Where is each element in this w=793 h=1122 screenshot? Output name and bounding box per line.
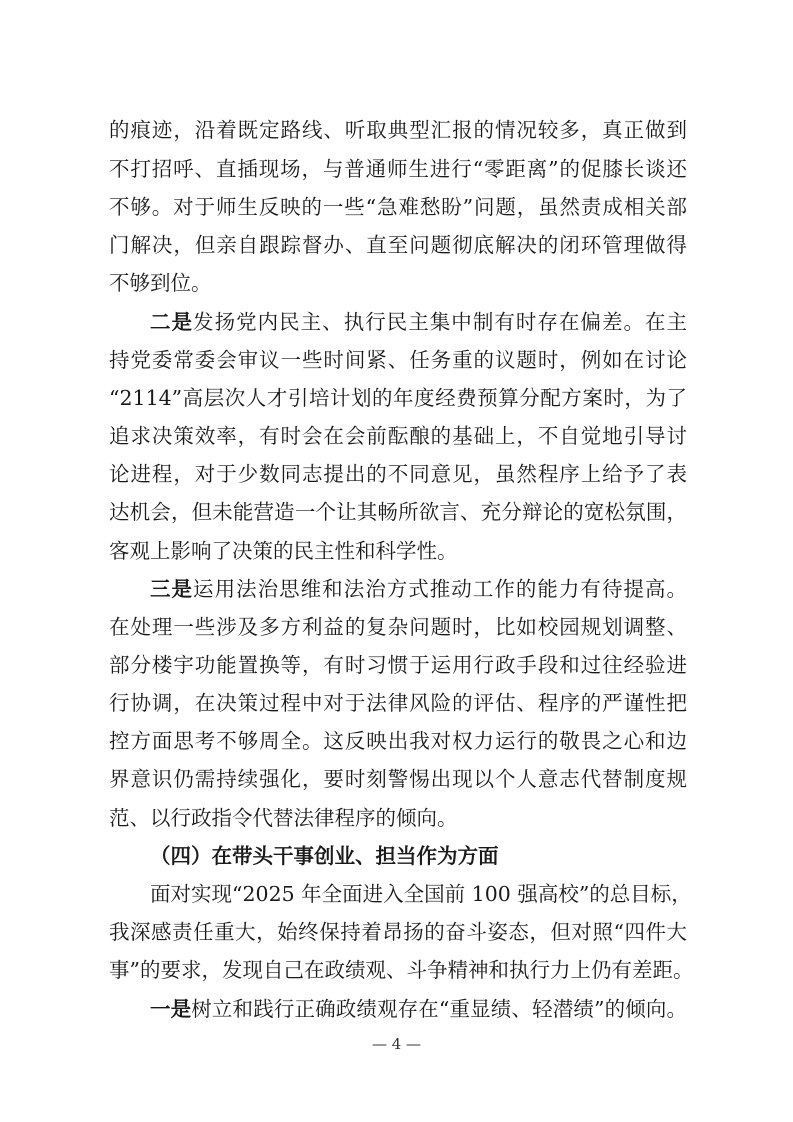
text-line [109, 152, 687, 186]
bold-lead-text: 一是 [150, 997, 192, 1021]
text-run: 树立和践行正确政绩观存在“重显绩、轻潜绩”的倾向。 [191, 997, 687, 1021]
text-line [109, 953, 694, 987]
text-line [109, 266, 687, 300]
text-line [109, 419, 687, 453]
text-run: 部分楼宇功能置换等，有时习惯于运用行政手段和过往经验进 [109, 653, 687, 677]
text-line [109, 534, 687, 568]
bold-lead-text: 三是 [150, 577, 194, 601]
bold-lead-text: 二是 [150, 310, 194, 334]
text-run: 行协调，在决策过程中对于法律风险的评估、程序的严谨性把 [109, 691, 687, 715]
text-line [150, 992, 687, 1026]
text-run: 范、以行政指令代替法律程序的倾向。 [109, 806, 458, 830]
text-run: 的痕迹，沿着既定路线、听取典型汇报的情况较多，真正做到 [109, 118, 687, 142]
text-run: 论进程，对于少数同志提出的不同意见，虽然程序上给予了表 [109, 462, 687, 486]
text-run: 我深感责任重大，始终保持着昂扬的奋斗姿态，但对照“四件大 [109, 920, 687, 944]
text-line [150, 305, 687, 339]
text-line [109, 381, 687, 415]
text-line [109, 610, 687, 644]
text-run: 控方面思考不够周全。这反映出我对权力运行的敬畏之心和边 [109, 729, 687, 753]
text-line [150, 877, 692, 911]
text-run: 达机会，但未能营造一个让其畅所欲言、充分辩论的宽松氛围， [109, 500, 687, 524]
text-run: 运用法治思维和法治方式推动工作的能力有待提高。 [193, 577, 688, 601]
text-run: 不打招呼、直插现场，与普通师生进行“零距离”的促膝长谈还 [109, 157, 687, 181]
text-run: 在处理一些涉及多方利益的复杂问题时，比如校园规划调整、 [109, 615, 687, 639]
text-line [109, 762, 687, 796]
text-line [109, 113, 687, 147]
text-line [109, 190, 687, 224]
text-run: 发扬党内民主、执行民主集中制有时存在偏差。在主 [193, 310, 688, 334]
text-line [109, 801, 687, 835]
text-line [109, 495, 687, 529]
text-run: 不够。对于师生反映的一些“急难愁盼”问题，虽然责成相关部 [109, 195, 687, 219]
text-line [109, 228, 687, 262]
text-run: 客观上影响了决策的民主性和科学性。 [109, 539, 458, 563]
text-run: 持党委常委会审议一些时间紧、任务重的议题时，例如在讨论 [109, 348, 687, 372]
page-number: — 4 — [371, 1035, 422, 1053]
text-run: 门解决，但亲自跟踪督办、直至问题彻底解决的闭环管理做得 [109, 233, 687, 257]
text-run: 界意识仍需持续强化，要时刻警惕出现以个人意志代替制度规 [109, 767, 687, 791]
text-run: 事”的要求，发现自己在政绩观、斗争精神和执行力上仍有差距。 [109, 958, 694, 982]
text-line [109, 457, 687, 491]
text-run: “2114”高层次人才引培计划的年度经费预算分配方案时，为了 [109, 386, 687, 410]
bold-lead-text: （四）在带头干事创业、担当作为方面 [150, 844, 499, 868]
text-line [109, 686, 687, 720]
text-line [109, 343, 687, 377]
text-line [150, 839, 687, 873]
text-line [109, 724, 687, 758]
text-run: 不够到位。 [109, 271, 212, 295]
text-line [109, 648, 687, 682]
text-run: 追求决策效率，有时会在会前酝酿的基础上，不自觉地引导讨 [109, 424, 687, 448]
text-line [109, 915, 687, 949]
text-run: 面对实现“2025 年全面进入全国前 100 强高校”的总目标， [150, 882, 692, 906]
text-line [150, 572, 687, 606]
